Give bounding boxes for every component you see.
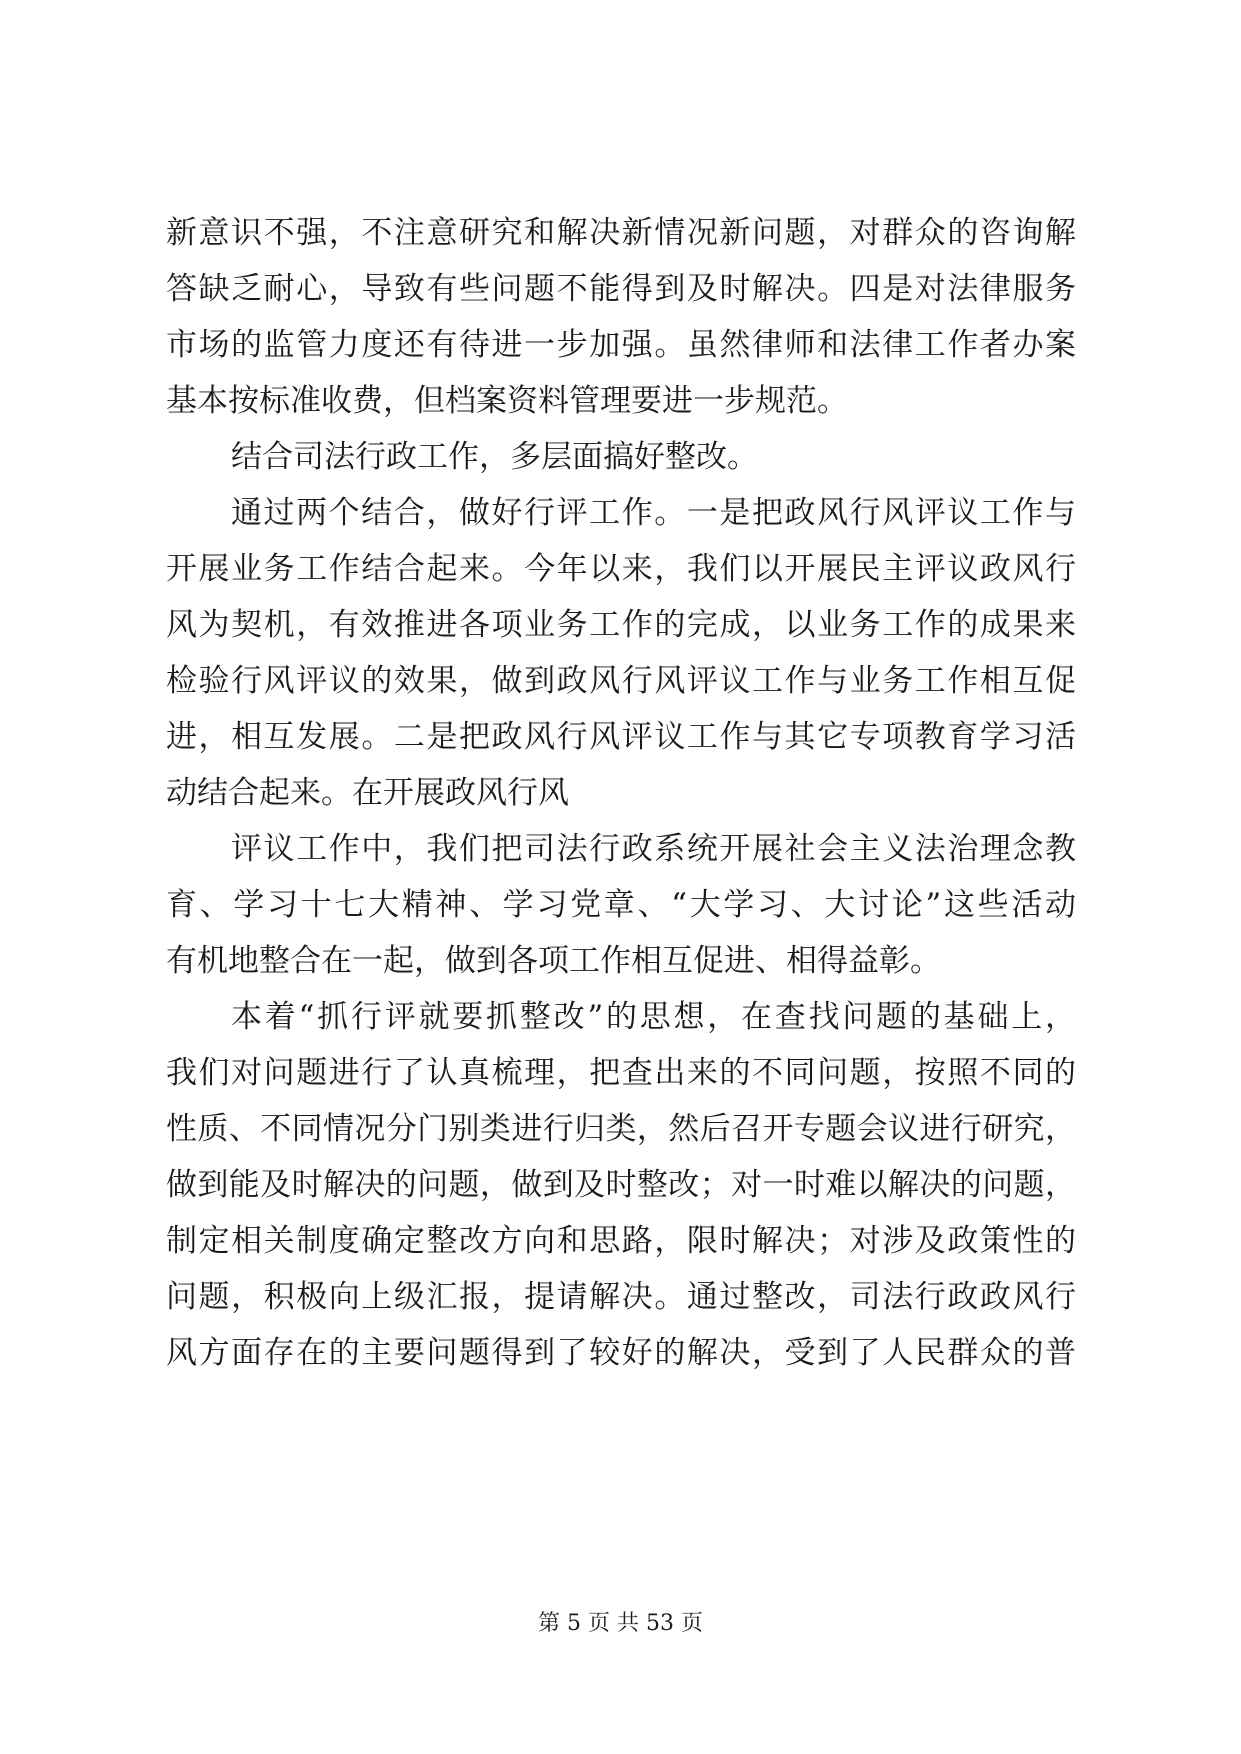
body-line-21: 风方面存在的主要问题得到了较好的解决，受到了人民群众的普 [166, 1335, 1076, 1371]
body-line-11: 动结合起来。在开展政风行风 [166, 775, 569, 811]
body-line-13: 育、学习十七大精神、学习党章、“大学习、大讨论”这些活动 [166, 887, 1076, 923]
body-line-19: 制定相关制度确定整改方向和思路，限时解决；对涉及政策性的 [166, 1223, 1076, 1259]
body-line-8: 风为契机，有效推进各项业务工作的完成，以业务工作的成果来 [166, 607, 1076, 643]
body-line-2: 答缺乏耐心，导致有些问题不能得到及时解决。四是对法律服务 [166, 271, 1076, 307]
body-line-3: 市场的监管力度还有待进一步加强。虽然律师和法律工作者办案 [166, 327, 1076, 363]
body-line-17: 性质、不同情况分门别类进行归类，然后召开专题会议进行研究， [166, 1111, 1076, 1147]
body-line-16: 我们对问题进行了认真梳理，把查出来的不同问题，按照不同的 [166, 1055, 1076, 1091]
body-line-18: 做到能及时解决的问题，做到及时整改；对一时难以解决的问题， [166, 1167, 1076, 1203]
body-line-6: 通过两个结合，做好行评工作。一是把政风行风评议工作与 [231, 495, 1076, 531]
body-line-9: 检验行风评议的效果，做到政风行风评议工作与业务工作相互促 [166, 663, 1076, 699]
body-line-4: 基本按标准收费，但档案资料管理要进一步规范。 [166, 383, 848, 419]
body-line-12: 评议工作中，我们把司法行政系统开展社会主义法治理念教 [231, 831, 1076, 867]
body-line-15: 本着“抓行评就要抓整改”的思想，在查找问题的基础上， [231, 999, 1076, 1035]
section-heading: 结合司法行政工作，多层面搞好整改。 [231, 439, 758, 475]
body-line-20: 问题，积极向上级汇报，提请解决。通过整改，司法行政政风行 [166, 1279, 1076, 1315]
body-line-7: 开展业务工作结合起来。今年以来，我们以开展民主评议政风行 [166, 551, 1076, 587]
body-line-1: 新意识不强，不注意研究和解决新情况新问题，对群众的咨询解 [166, 215, 1076, 251]
page-number-footer: 第 5 页 共 53 页 [538, 1611, 703, 1636]
body-line-14: 有机地整合在一起，做到各项工作相互促进、相得益彰。 [166, 943, 941, 979]
body-line-10: 进，相互发展。二是把政风行风评议工作与其它专项教育学习活 [166, 719, 1076, 755]
